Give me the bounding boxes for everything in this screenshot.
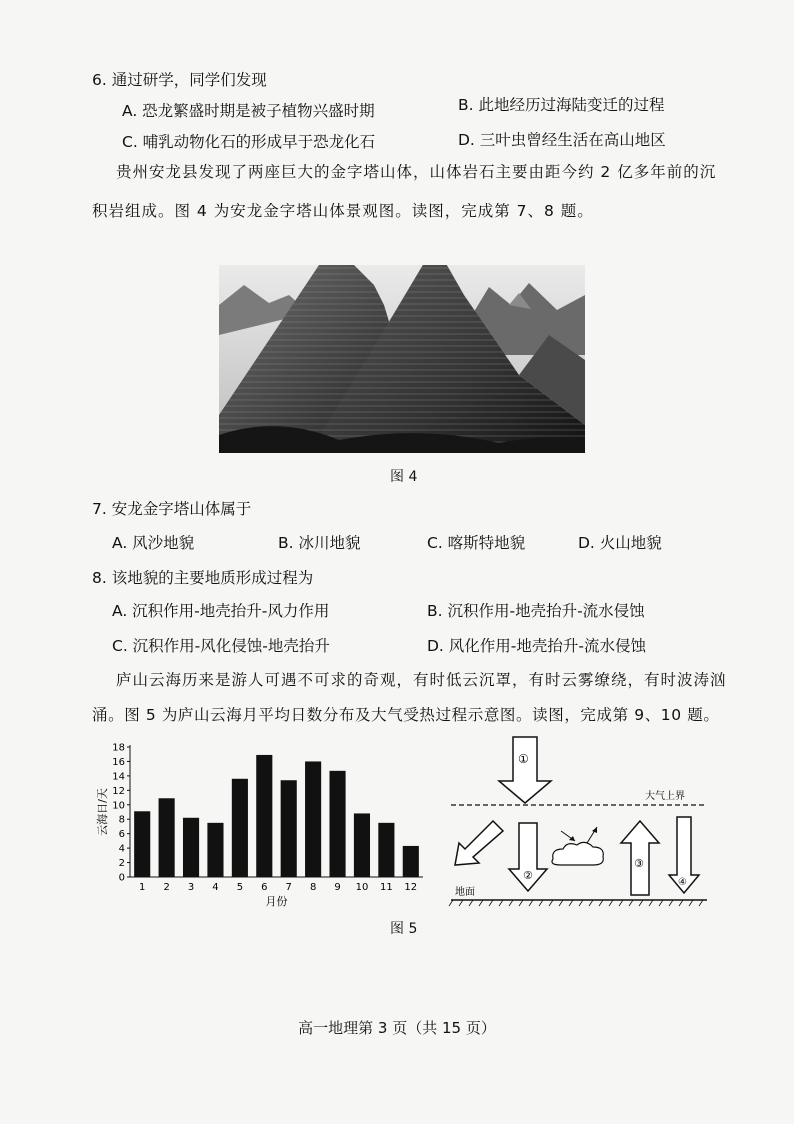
cloud-sea-days-chart xyxy=(90,735,430,910)
x-tick-label: 4 xyxy=(212,882,219,893)
x-tick-label: 7 xyxy=(285,882,292,893)
bar-month-6 xyxy=(256,755,272,877)
ground-label: 地面 xyxy=(455,887,475,898)
x-tick-label: 6 xyxy=(261,882,268,893)
x-tick-label: 11 xyxy=(380,882,393,893)
bar-month-7 xyxy=(281,780,297,877)
x-tick-label: 1 xyxy=(139,882,146,893)
x-tick-label: 2 xyxy=(163,882,170,893)
bar-month-3 xyxy=(183,818,199,877)
q6-option-c: C. 哺乳动物化石的形成早于恐龙化石 xyxy=(122,133,376,151)
bar-month-8 xyxy=(305,761,321,877)
q8-option-c: C. 沉积作用-风化侵蚀-地壳抬升 xyxy=(112,637,330,655)
x-tick-label: 5 xyxy=(236,882,244,893)
bar-month-4 xyxy=(207,823,223,877)
pyramid-mountain-photo xyxy=(219,265,585,453)
q8-option-b: B. 沉积作用-地壳抬升-流水侵蚀 xyxy=(427,602,645,620)
x-tick-label: 3 xyxy=(187,882,195,893)
q7-option-a: A. 风沙地貌 xyxy=(112,534,195,552)
bar-month-11 xyxy=(378,823,394,877)
reflected-radiation-arrow xyxy=(455,821,503,865)
q8-option-a: A. 沉积作用-地壳抬升-风力作用 xyxy=(112,602,330,620)
bar-month-12 xyxy=(403,846,419,877)
q8-stem: 8. 该地貌的主要地质形成过程为 xyxy=(92,569,314,587)
q6-option-d: D. 三叶虫曾经生活在高山地区 xyxy=(458,131,666,149)
arrow-1-label: ① xyxy=(518,752,529,766)
x-tick-label: 8 xyxy=(309,882,317,893)
passage1-line2: 积岩组成。图 4 为安龙金字塔山体景观图。读图，完成第 7、8 题。 xyxy=(92,202,594,220)
q8-option-d: D. 风化作用-地壳抬升-流水侵蚀 xyxy=(427,637,646,655)
atmosphere-heating-diagram xyxy=(445,735,720,910)
q6-option-b: B. 此地经历过海陆变迁的过程 xyxy=(458,96,665,114)
q7-option-c: C. 喀斯特地貌 xyxy=(427,534,526,552)
ground-hatching xyxy=(449,900,703,906)
y-tick-label: 16 xyxy=(112,756,125,768)
q6-stem: 6. 通过研学，同学们发现 xyxy=(92,71,267,89)
atmosphere-top-label: 大气上界 xyxy=(645,791,685,802)
cloud-icon xyxy=(552,842,603,865)
arrow-4-label: ④ xyxy=(678,877,687,888)
y-tick-label: 12 xyxy=(112,785,125,797)
q6-option-a: A. 恐龙繁盛时期是被子植物兴盛时期 xyxy=(122,102,375,120)
y-tick-label: 10 xyxy=(112,800,125,812)
arrow-2-label: ② xyxy=(523,869,533,882)
passage2-line1: 庐山云海历来是游人可遇不可求的奇观，有时低云沉罩，有时云雾缭绕，有时波涛汹 xyxy=(116,671,727,689)
figure4-caption: 图 4 xyxy=(390,469,418,485)
bar-month-9 xyxy=(329,771,345,877)
page-footer: 高一地理第 3 页（共 15 页） xyxy=(298,1019,496,1037)
bar-month-10 xyxy=(354,813,370,877)
x-tick-label: 10 xyxy=(355,882,369,893)
y-tick-label: 2 xyxy=(118,858,125,870)
x-tick-label: 12 xyxy=(404,882,418,893)
y-tick-label: 14 xyxy=(112,771,125,783)
figure5-caption: 图 5 xyxy=(390,921,418,937)
passage2-line2: 涌。图 5 为庐山云海月平均日数分布及大气受热过程示意图。读图，完成第 9、10 题。 xyxy=(92,706,720,724)
bar-month-2 xyxy=(159,798,175,877)
bar-month-1 xyxy=(134,811,150,877)
y-tick-label: 0 xyxy=(118,872,125,884)
q7-option-d: D. 火山地貌 xyxy=(578,534,662,552)
arrow-3-label: ③ xyxy=(634,857,644,870)
y-tick-label: 6 xyxy=(118,829,125,841)
x-tick-label: 9 xyxy=(334,882,341,893)
q7-option-b: B. 冰川地貌 xyxy=(278,534,361,552)
x-axis-label: 月份 xyxy=(265,895,288,908)
bar-month-5 xyxy=(232,779,248,877)
y-axis-label: 云海日/天 xyxy=(96,788,109,836)
passage1-line1: 贵州安龙县发现了两座巨大的金字塔山体，山体岩石主要由距今约 2 亿多年前的沉 xyxy=(116,163,717,181)
arrow-1-solar-radiation xyxy=(499,737,551,803)
chart-svg xyxy=(90,735,430,910)
y-tick-label: 8 xyxy=(118,814,125,826)
y-tick-label: 18 xyxy=(112,742,125,754)
q7-stem: 7. 安龙金字塔山体属于 xyxy=(92,500,252,518)
y-tick-label: 4 xyxy=(118,843,125,855)
